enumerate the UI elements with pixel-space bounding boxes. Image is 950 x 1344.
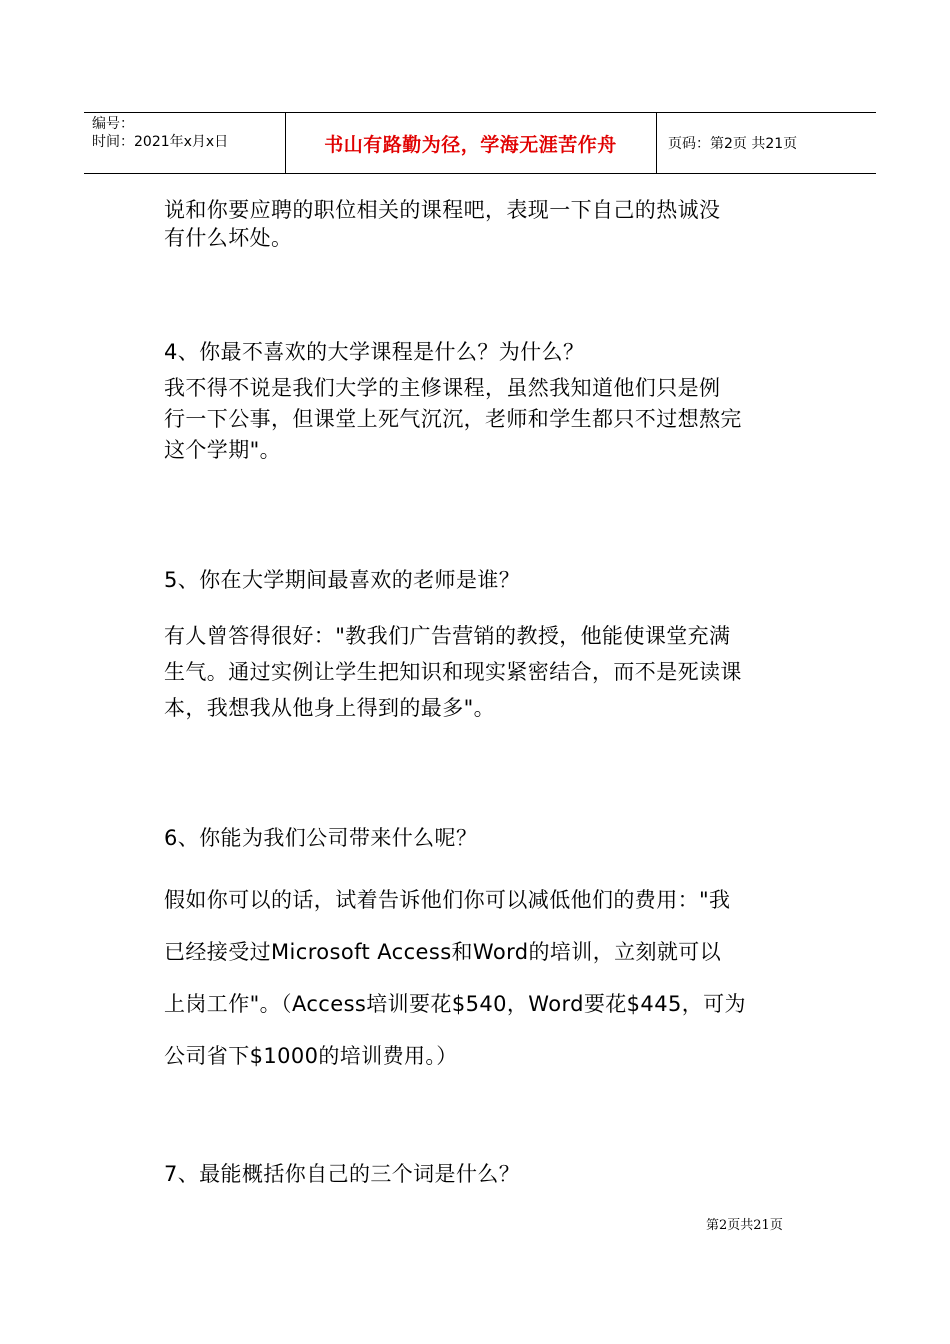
text-line: 本，我想我从他身上得到的最多"。: [164, 696, 496, 720]
number-label: 编号：: [92, 116, 134, 132]
question-heading: 4、你最不喜欢的大学课程是什么？为什么？: [164, 340, 585, 364]
text-line: 这个学期"。: [164, 438, 282, 462]
header-motto: 书山有路勤为径，学海无涯苦作舟: [324, 133, 617, 156]
text-line: 生气。通过实例让学生把知识和现实紧密结合，而不是死读课: [164, 660, 742, 684]
question-6: [164, 824, 804, 852]
question-4: [164, 338, 804, 366]
document-header: [84, 112, 876, 174]
text-line: 有什么坏处。: [164, 226, 293, 250]
text-line: 上岗工作"。（Access培训要花$540，Word要花$445，可为: [164, 992, 746, 1016]
header-page-info: 页码：第2页 共21页: [668, 136, 798, 152]
text-line: 有人曾答得很好："教我们广告营销的教授，他能使课堂充满: [164, 624, 731, 648]
time-label: 时间：2021年x月x日: [92, 134, 229, 150]
header-divider: [656, 113, 657, 173]
text-line: 说和你要应聘的职位相关的课程吧，表现一下自己的热诚没: [164, 198, 721, 222]
answer-4: [164, 373, 804, 466]
text-line: 假如你可以的话，试着告诉他们你可以减低他们的费用："我: [164, 888, 731, 912]
header-meta: [92, 115, 288, 151]
text-line: 公司省下$1000的培训费用。）: [164, 1044, 458, 1068]
text-line: 已经接受过Microsoft Access和Word的培训，立刻就可以: [164, 940, 722, 964]
text-line: 我不得不说是我们大学的主修课程，虽然我知道他们只是例: [164, 376, 721, 400]
question-heading: 5、你在大学期间最喜欢的老师是谁？: [164, 568, 521, 592]
question-heading: 7、最能概括你自己的三个词是什么？: [164, 1162, 521, 1186]
text-line: 行一下公事，但课堂上死气沉沉，老师和学生都只不过想熬完: [164, 407, 742, 431]
paragraph-continued: [164, 196, 804, 252]
answer-6: [164, 874, 804, 1082]
question-7: [164, 1160, 804, 1188]
page-footer: 第2页共21页: [706, 1218, 783, 1233]
question-5: [164, 566, 804, 594]
question-heading: 6、你能为我们公司带来什么呢？: [164, 826, 478, 850]
answer-5: [164, 618, 804, 726]
